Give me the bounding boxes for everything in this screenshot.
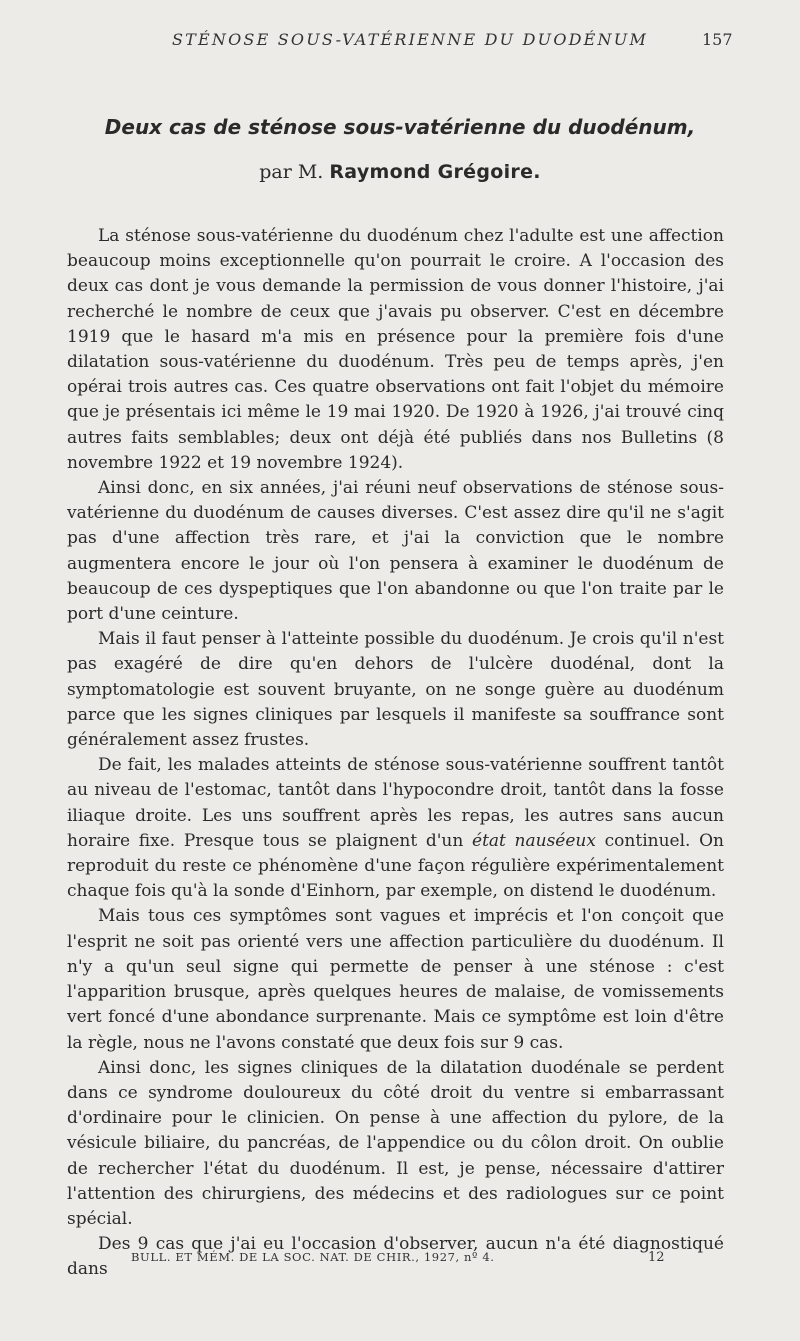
paragraph-1: La sténose sous-vatérienne du duodénum chez l'adulte est une affection beaucoup moins exceptionnelle qu'on pourrait le croire. A l'occasion des deux cas dont je vous demande la permission de vous donner l'histoire, j'ai recherché le nombre de ceux que j'avais pu observer. C'est en décembre 1919 que le hasard m'a mis en présence pour la première fois d'une dilatation sous-vatérienne du duodénum. Très peu de temps après, j'en opérai trois autres cas. Ces quatre observations ont fait l'objet du mémoire que je présentais ici même le 19 mai 1920. De 1920 à 1926, j'ai trouvé cinq autres faits semblables; deux ont déjà été publiés dans nos Bulletins (8 novembre 1922 et 19 novembre 1924). <box>67 226 724 473</box>
byline-prefix: par M. <box>259 161 324 183</box>
footer-citation: BULL. ET MÉM. DE LA SOC. NAT. DE CHIR., 1927, nº 4. <box>131 1250 495 1264</box>
running-header <box>0 30 800 54</box>
byline <box>0 161 800 183</box>
article-title: Deux cas de sténose sous-vatérienne du duodénum, <box>104 115 696 139</box>
paragraph-6: Ainsi donc, les signes cliniques de la dilatation duodénale se perdent dans ce syndrome douloureux du côté droit du ventre si embarrassant d'ordinaire pour le clinicien. On pense à une affection du pylore, de la vésicule biliaire, du pancréas, de l'appendice ou du côlon droit. On oublie de rechercher l'état du duodénum. Il est, je pense, nécessaire d'attirer l'attention des chirurgiens, des médecins et des radiologues sur ce point spécial. <box>67 1057 724 1229</box>
page-footer <box>0 1250 800 1270</box>
article-body <box>67 224 724 1283</box>
paragraph-3: Mais il faut penser à l'atteinte possible du duodénum. Je crois qu'il n'est pas exagéré de dire qu'en dehors de l'ulcère duodénal, dont la symptomatologie est souvent bruyante, on ne songe guère au duodénum parce que les signes cliniques par lesquels il manifeste sa souffrance sont généralement assez frustes. <box>67 629 724 751</box>
signature-mark: 12 <box>648 1250 665 1265</box>
paragraph-2: Ainsi donc, en six années, j'ai réuni neuf observations de sténose sous-vatérienne du duodénum de causes diverses. C'est assez dire qu'il ne s'agit pas d'une affection très rare, et j'ai la conviction que le nombre augmentera encore le jour où l'on pensera à examiner le duodénum de beaucoup de ces dyspeptiques que l'on abandonne ou que l'on traite par le port d'une ceinture. <box>67 478 724 625</box>
running-title: STÉNOSE SOUS-VATÉRIENNE DU DUODÉNUM <box>172 30 649 49</box>
paragraph-5: Mais tous ces symptômes sont vagues et imprécis et l'on conçoit que l'esprit ne soit pas orienté vers une affection particulière du duodénum. Il n'y a qu'un seul signe qui permette de penser à une sténose : c'est l'apparition brusque, après quelques heures de malaise, de vomissements vert foncé d'une abondance surprenante. Mais ce symptôme est loin d'être la règle, nous ne l'avons constaté que deux fois sur 9 cas. <box>67 906 724 1053</box>
paragraph-7: Des 9 cas que j'ai eu l'occasion d'observer, aucun n'a été diagnostiqué dans <box>67 1234 724 1280</box>
paragraph-4: De fait, les malades atteints de sténose sous-vatérienne souffrent tantôt au niveau de l'estomac, tantôt dans l'hypocondre droit, tantôt dans la fosse iliaque droite. Les uns souffrent après les repas, les autres sans aucun horaire fixe. Presque tous se plaignent d'un état nauséeux continuel. On reproduit du reste ce phénomène d'une façon régulière expérimentalement chaque fois qu'à la sonde d'Einhorn, par exemple, on distend le duodénum. <box>67 755 725 902</box>
author-name: Raymond Grégoire. <box>329 161 541 183</box>
page-number: 157 <box>702 30 733 49</box>
italic-phrase: état nauséeux <box>472 830 596 851</box>
